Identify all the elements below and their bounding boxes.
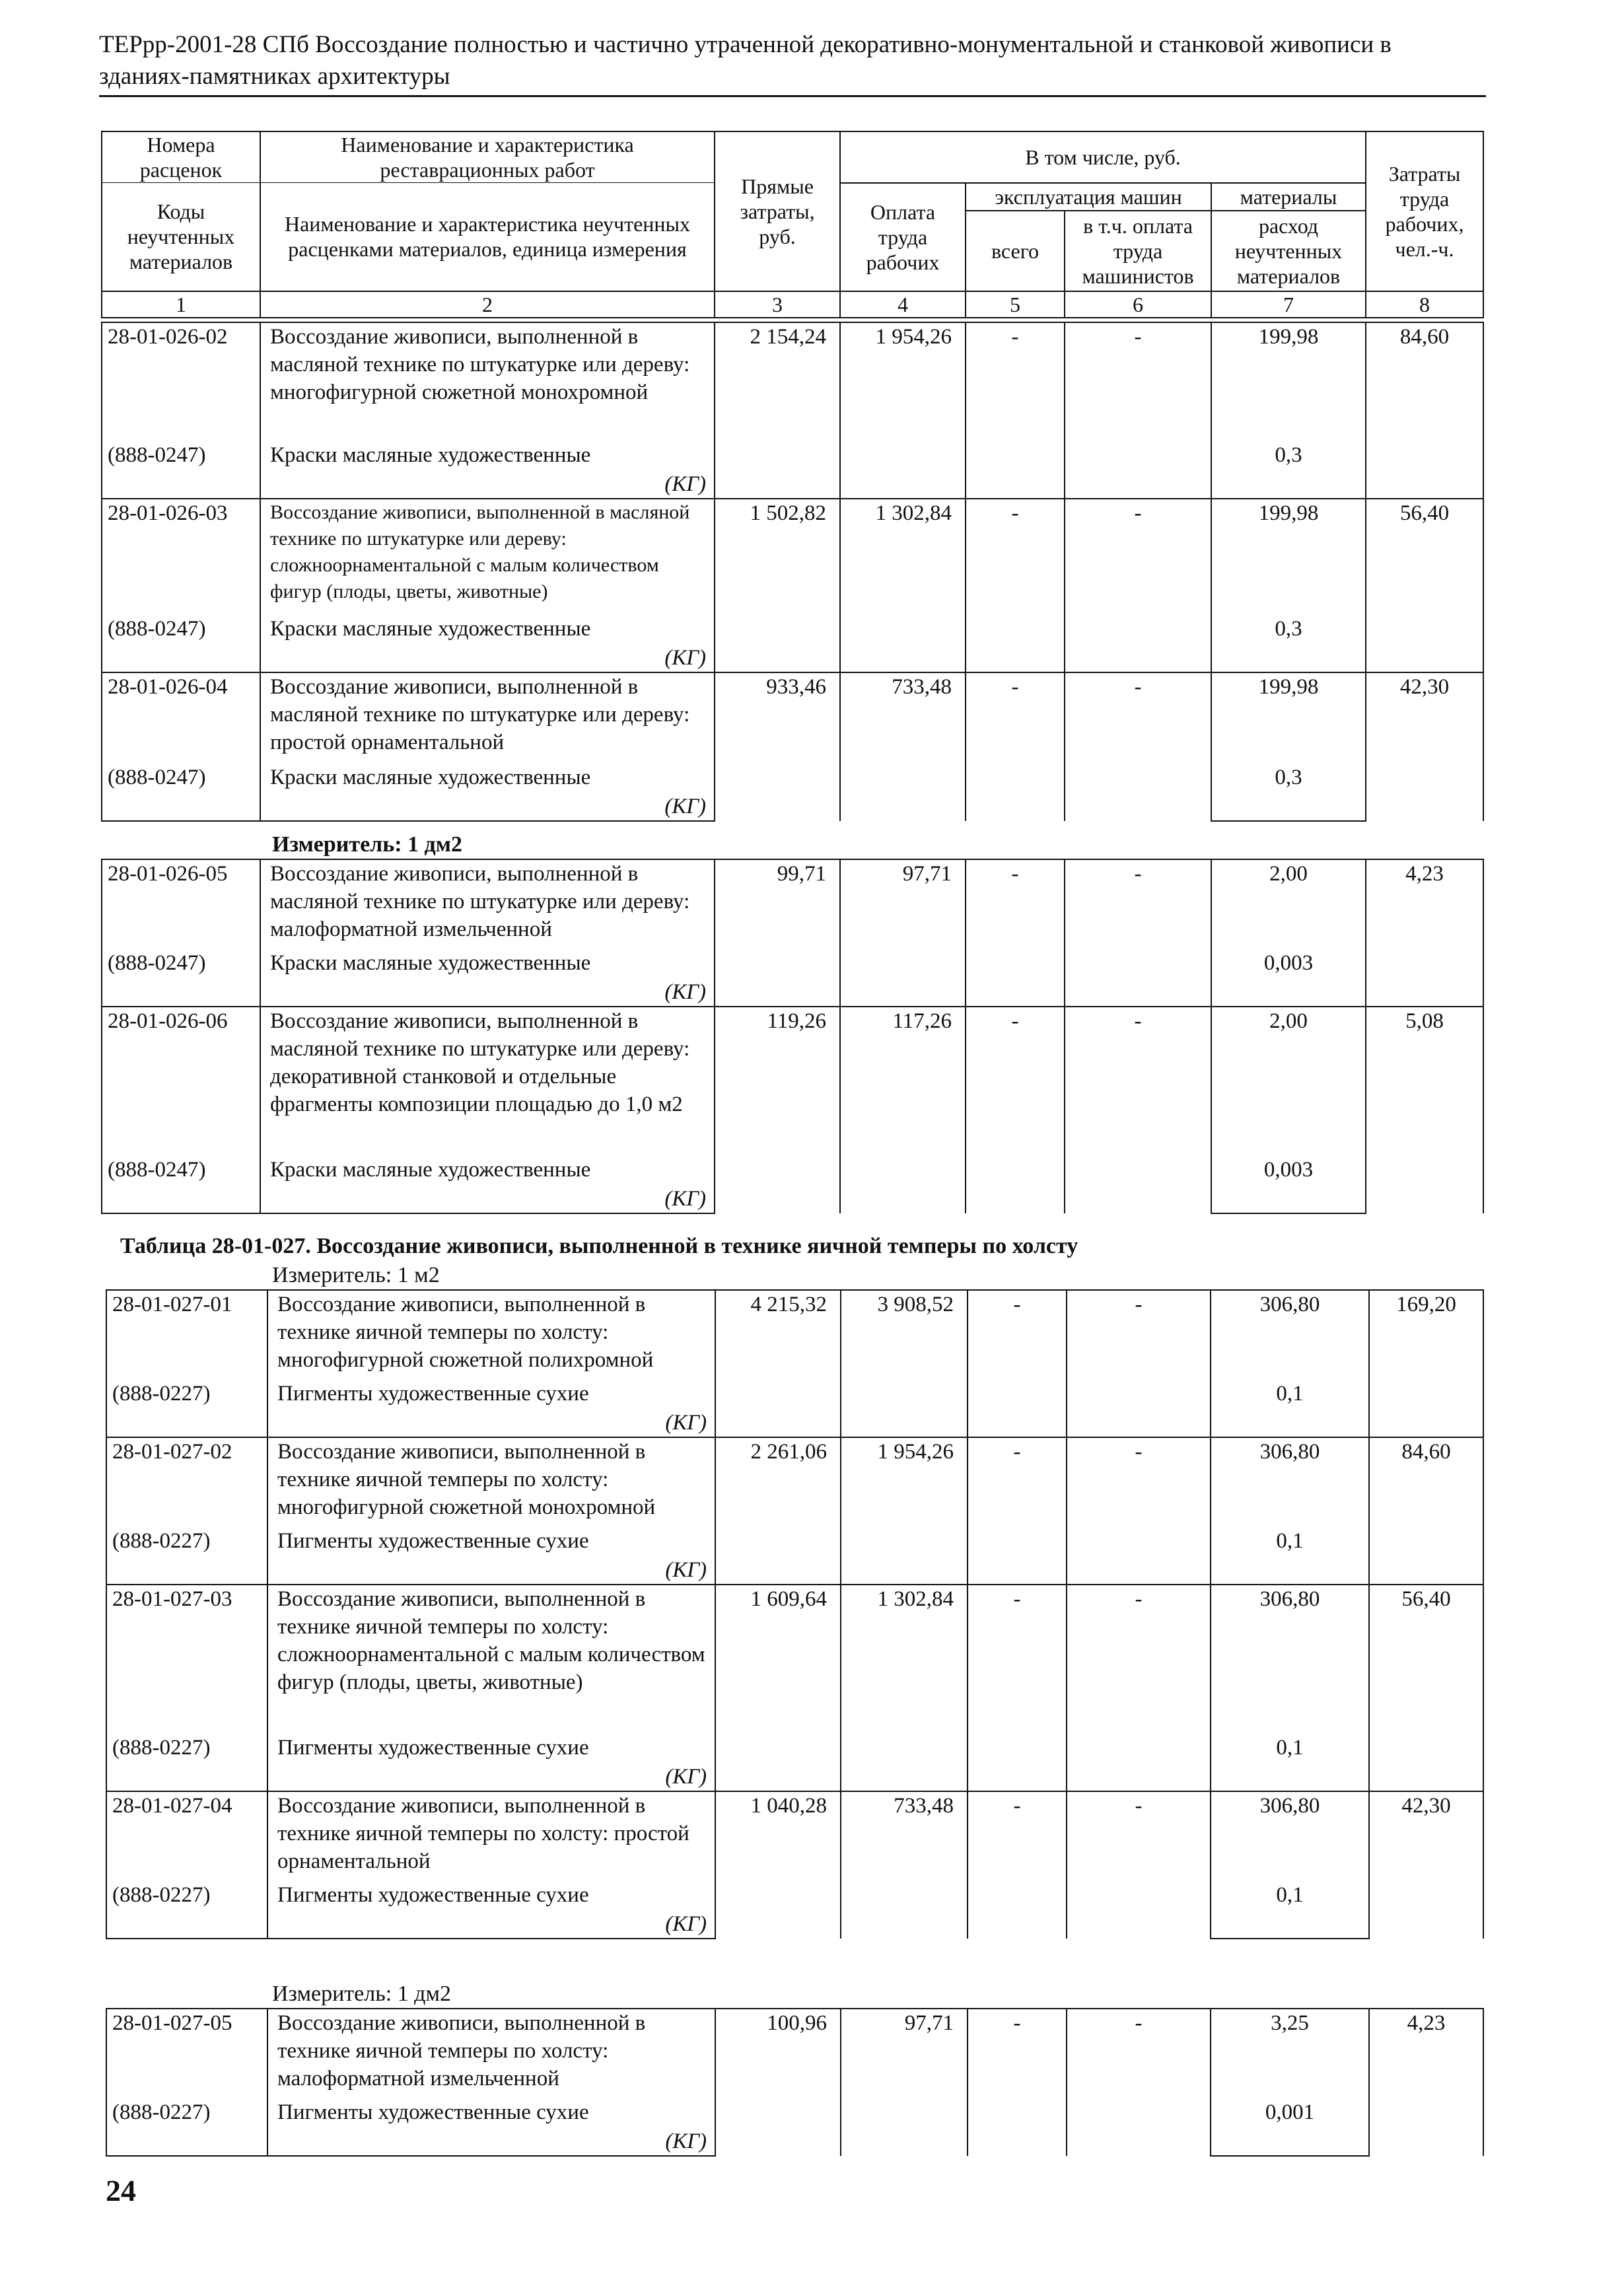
material-name: Краски масляные художественные: [260, 949, 715, 978]
header-rule: [99, 95, 1486, 97]
material-qty: 0,001: [1211, 2098, 1369, 2156]
table-row: [102, 672, 1483, 764]
machinist-pay: -: [1065, 1007, 1211, 1213]
material-qty: 0,3: [1211, 441, 1366, 499]
material-qty: 0,3: [1211, 615, 1366, 672]
machine-total: -: [968, 1585, 1067, 1791]
labor-pay: 3 908,52: [841, 1290, 968, 1437]
header-num-3: 3: [715, 291, 840, 318]
direct-cost: 100,96: [715, 2009, 841, 2156]
table-row: [102, 322, 1483, 441]
machine-total: -: [966, 499, 1065, 672]
labor-pay: 97,71: [841, 2009, 968, 2156]
material-code: (888-0247): [102, 1156, 260, 1213]
direct-cost: 1 609,64: [715, 1585, 841, 1791]
labor-hours: 4,23: [1366, 859, 1483, 1007]
labor-pay: 733,48: [840, 672, 966, 821]
table-row: [102, 859, 1483, 949]
work-description: Воссоздание живописи, выполненной в масляной технике по штукатурке или дереву: сложноорнаментальной с малым количеством фигур (плоды, цветы, животные): [260, 499, 715, 615]
labor-pay: 1 302,84: [841, 1585, 968, 1791]
material-code: (888-0227): [106, 1527, 267, 1585]
header-materialy: материалы: [1211, 183, 1366, 211]
machinist-pay: -: [1065, 499, 1211, 672]
rate-code: 28-01-027-05: [106, 2009, 267, 2098]
page-number: 24: [106, 2174, 136, 2207]
material-qty: 0,1: [1211, 1734, 1369, 1791]
header-num-7: 7: [1211, 291, 1366, 318]
labor-hours: 4,23: [1369, 2009, 1483, 2156]
material-name: Пигменты художественные сухие: [267, 1881, 715, 1910]
header-zatraty: Затраты труда рабочих, чел.-ч.: [1366, 131, 1483, 291]
labor-pay: 1 954,26: [841, 1437, 968, 1585]
work-description: Воссоздание живописи, выполненной в технике яичной темперы по холсту: многофигурной сюжетной монохромной: [267, 1437, 715, 1527]
machinist-pay: -: [1067, 2009, 1211, 2156]
materials-cost: 199,98: [1211, 499, 1366, 615]
header-kody: Коды неучтенных материалов: [102, 183, 260, 291]
material-qty: 0,1: [1211, 1527, 1369, 1585]
rate-code: 28-01-026-04: [102, 672, 260, 764]
material-unit: (КГ): [260, 978, 715, 1007]
machinist-pay: -: [1067, 1290, 1211, 1437]
materials-cost: 3,25: [1211, 2009, 1369, 2098]
rate-code: 28-01-027-03: [106, 1585, 267, 1734]
header-rashod: расход неучтенных материалов: [1211, 211, 1366, 291]
materials-cost: 2,00: [1211, 1007, 1366, 1156]
machine-total: -: [968, 1437, 1067, 1585]
direct-cost: 1 040,28: [715, 1791, 841, 1939]
rate-code: 28-01-027-04: [106, 1791, 267, 1881]
page-header-title: ТЕРрр-2001-28 СПб Воссоздание полностью и частично утраченной декоративно-монументальной и станковой живописи в зданиях-памятниках архитектуры: [99, 31, 1392, 90]
material-name: Краски масляные художественные: [260, 764, 715, 793]
materials-cost: 199,98: [1211, 672, 1366, 764]
labor-pay: 97,71: [840, 859, 966, 1007]
machine-total: -: [966, 672, 1065, 821]
material-code: (888-0227): [106, 1380, 267, 1437]
material-unit: (КГ): [260, 470, 715, 499]
header-naimenovanie: Наименование и характеристика реставрационных работ: [260, 131, 715, 183]
machine-total: -: [968, 1290, 1067, 1437]
material-unit: (КГ): [267, 1763, 715, 1791]
material-code: (888-0227): [106, 1734, 267, 1791]
header-num-8: 8: [1366, 291, 1483, 318]
machine-total: -: [966, 322, 1065, 499]
material-name: Краски масляные художественные: [260, 1156, 715, 1185]
rate-code: 28-01-026-02: [102, 322, 260, 441]
rate-code: 28-01-027-02: [106, 1437, 267, 1527]
machine-total: -: [966, 859, 1065, 1007]
work-description: Воссоздание живописи, выполненной в масляной технике по штукатурке или дереву: декоративной станковой и отдельные фрагменты композиции площадью до 1,0 м2: [260, 1007, 715, 1156]
labor-hours: 5,08: [1366, 1007, 1483, 1213]
machinist-pay: -: [1067, 1791, 1211, 1939]
direct-cost: 2 261,06: [715, 1437, 841, 1585]
labor-hours: 56,40: [1369, 1585, 1483, 1791]
material-name: Пигменты художественные сухие: [267, 1734, 715, 1763]
direct-cost: 2 154,24: [715, 322, 840, 499]
rate-code: 28-01-026-06: [102, 1007, 260, 1156]
material-unit: (КГ): [267, 1556, 715, 1585]
material-code: (888-0247): [102, 441, 260, 499]
direct-cost: 4 215,32: [715, 1290, 841, 1437]
header-num-6: 6: [1065, 291, 1211, 318]
rate-code: 28-01-027-01: [106, 1290, 267, 1380]
labor-pay: 1 954,26: [840, 322, 966, 499]
materials-cost: 306,80: [1211, 1437, 1369, 1527]
rates-table-block: [101, 322, 1484, 822]
machinist-pay: -: [1067, 1437, 1211, 1585]
labor-hours: 42,30: [1366, 672, 1483, 821]
direct-cost: 119,26: [715, 1007, 840, 1213]
table-row: [102, 1007, 1483, 1156]
material-code: (888-0247): [102, 949, 260, 1007]
table-row: [106, 1437, 1483, 1527]
labor-hours: 42,30: [1369, 1791, 1483, 1939]
machine-total: -: [966, 1007, 1065, 1213]
labor-hours: 56,40: [1366, 499, 1483, 672]
labor-pay: 117,26: [840, 1007, 966, 1213]
direct-cost: 99,71: [715, 859, 840, 1007]
material-code: (888-0227): [106, 1881, 267, 1939]
materials-cost: 2,00: [1211, 859, 1366, 949]
work-description: Воссоздание живописи, выполненной в технике яичной темперы по холсту: малоформатной измельченной: [267, 2009, 715, 2098]
material-unit: (КГ): [267, 1409, 715, 1437]
material-qty: 0,3: [1211, 764, 1366, 821]
table-row: [106, 2009, 1483, 2098]
material-code: (888-0247): [102, 764, 260, 821]
material-name: Краски масляные художественные: [260, 615, 715, 644]
header-nomera: Номера расценок: [102, 131, 260, 183]
header-vtch: в т.ч. оплата труда машинистов: [1065, 211, 1211, 291]
direct-cost: 1 502,82: [715, 499, 840, 672]
labor-pay: 1 302,84: [840, 499, 966, 672]
work-description: Воссоздание живописи, выполненной в технике яичной темперы по холсту: простой орнаментальной: [267, 1791, 715, 1881]
machinist-pay: -: [1067, 1585, 1211, 1791]
work-description: Воссоздание живописи, выполненной в масляной технике по штукатурке или дереву: простой орнаментальной: [260, 672, 715, 764]
header-num-4: 4: [840, 291, 966, 318]
work-description: Воссоздание живописи, выполненной в технике яичной темперы по холсту: сложноорнаментальной с малым количеством фигур (плоды, цветы, животные): [267, 1585, 715, 1734]
material-code: (888-0247): [102, 615, 260, 672]
machine-total: -: [968, 1791, 1067, 1939]
material-unit: (КГ): [260, 644, 715, 672]
material-qty: 0,1: [1211, 1380, 1369, 1437]
labor-hours: 84,60: [1366, 322, 1483, 499]
work-description: Воссоздание живописи, выполненной в масляной технике по штукатурке или дереву: многофигурной сюжетной монохромной: [260, 322, 715, 441]
direct-cost: 933,46: [715, 672, 840, 821]
table-row: [106, 1791, 1483, 1881]
header-v-tom-chisle: В том числе, руб.: [840, 131, 1366, 183]
labor-pay: 733,48: [841, 1791, 968, 1939]
header-oplata: Оплата труда рабочих: [840, 183, 966, 291]
measure-unit-label: Измеритель: 1 дм2: [272, 1982, 451, 2006]
material-unit: (КГ): [267, 2127, 715, 2156]
material-name: Пигменты художественные сухие: [267, 1380, 715, 1409]
material-qty: 0,1: [1211, 1881, 1369, 1939]
work-description: Воссоздание живописи, выполненной в масляной технике по штукатурке или дереву: малоформатной измельченной: [260, 859, 715, 949]
materials-cost: 306,80: [1211, 1585, 1369, 1734]
machinist-pay: -: [1065, 672, 1211, 821]
work-description: Воссоздание живописи, выполненной в технике яичной темперы по холсту: многофигурной сюжетной полихромной: [267, 1290, 715, 1380]
rate-code: 28-01-026-05: [102, 859, 260, 949]
machine-total: -: [968, 2009, 1067, 2156]
header-naimenovanie-materialov: Наименование и характеристика неучтенных расценками материалов, единица измерения: [260, 183, 715, 291]
labor-hours: 84,60: [1369, 1437, 1483, 1585]
material-name: Пигменты художественные сухие: [267, 2098, 715, 2127]
material-qty: 0,003: [1211, 1156, 1366, 1213]
rates-table-block: [101, 859, 1484, 1214]
rates-table-block: [106, 2008, 1484, 2157]
header-pryamye: Прямые затраты, руб.: [715, 131, 840, 291]
rates-table-block: [106, 1289, 1484, 1939]
header-num-2: 2: [260, 291, 715, 318]
table-caption: Таблица 28-01-027. Воссоздание живописи, выполненной в технике яичной темперы по холсту: [120, 1234, 1078, 1258]
table-row: [102, 499, 1483, 615]
header-ekspluatatsiya: эксплуатация машин: [966, 183, 1211, 211]
measure-unit-label: Измеритель: 1 дм2: [272, 832, 462, 857]
table-row: [106, 1585, 1483, 1734]
materials-cost: 306,80: [1211, 1791, 1369, 1881]
table-row: [106, 1290, 1483, 1380]
materials-cost: 306,80: [1211, 1290, 1369, 1380]
header-num-5: 5: [966, 291, 1065, 318]
machinist-pay: -: [1065, 322, 1211, 499]
material-unit: (КГ): [267, 1910, 715, 1939]
material-qty: 0,003: [1211, 949, 1366, 1007]
materials-cost: 199,98: [1211, 322, 1366, 441]
column-header-table: [101, 131, 1484, 318]
labor-hours: 169,20: [1369, 1290, 1483, 1437]
rate-code: 28-01-026-03: [102, 499, 260, 615]
header-num-1: 1: [102, 291, 260, 318]
measure-unit-label: Измеритель: 1 м2: [272, 1263, 440, 1287]
header-vsego: всего: [966, 211, 1065, 291]
material-unit: (КГ): [260, 793, 715, 821]
material-unit: (КГ): [260, 1185, 715, 1213]
material-code: (888-0227): [106, 2098, 267, 2156]
material-name: Краски масляные художественные: [260, 441, 715, 470]
material-name: Пигменты художественные сухие: [267, 1527, 715, 1556]
machinist-pay: -: [1065, 859, 1211, 1007]
